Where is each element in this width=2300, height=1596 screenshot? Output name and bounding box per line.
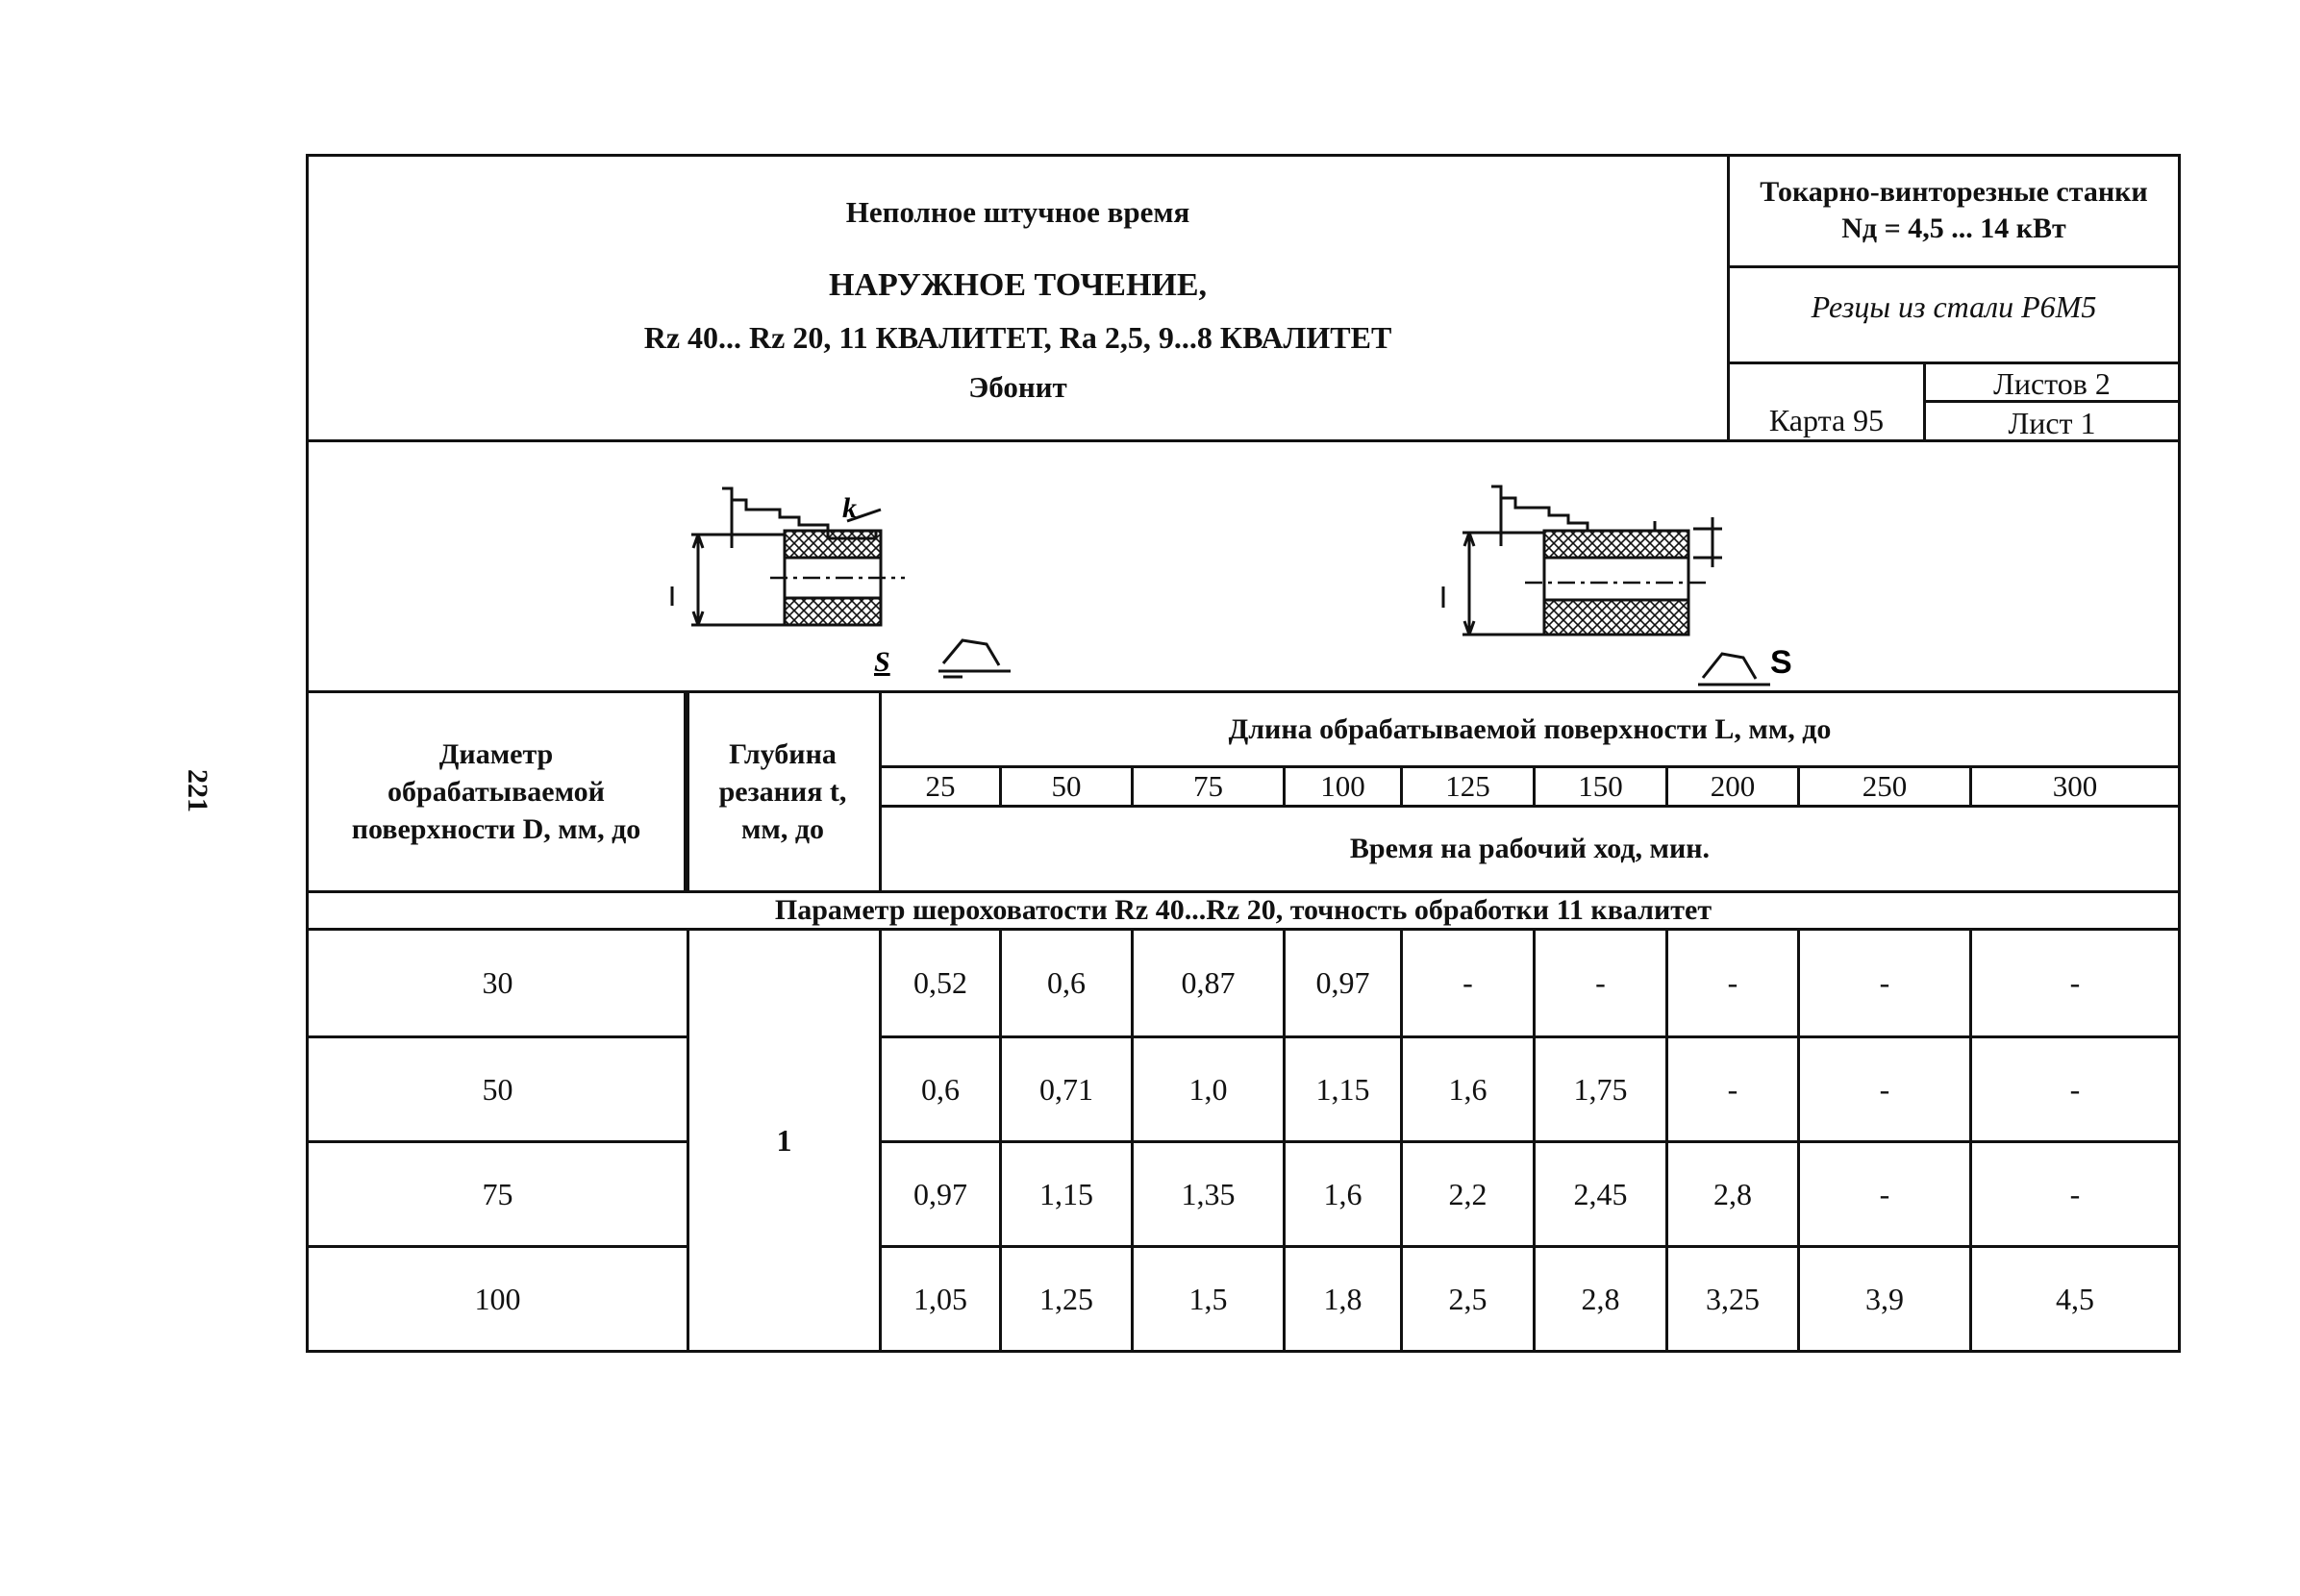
sheet-current-block bbox=[1926, 403, 2178, 442]
length-value-cell: 75 bbox=[1131, 768, 1283, 808]
table-cell: 0,97 bbox=[882, 1140, 999, 1245]
table-cell: 2,45 bbox=[1533, 1140, 1665, 1245]
sketch-area bbox=[309, 442, 2178, 693]
length-value-cell: 250 bbox=[1797, 768, 1969, 808]
sheets-total-block bbox=[1926, 364, 2178, 403]
table-cell: - bbox=[1969, 931, 2178, 1035]
sketch-right bbox=[1443, 486, 1770, 685]
header-title-block bbox=[309, 157, 1730, 442]
table-cell: 0,71 bbox=[999, 1035, 1131, 1140]
table-cell: 0,87 bbox=[1131, 931, 1283, 1035]
sheet-current: Лист 1 bbox=[2008, 406, 2096, 440]
table-cell: 2,8 bbox=[1665, 1140, 1797, 1245]
time-label: Время на рабочий ход, мин. bbox=[1349, 833, 1711, 864]
machine-type: Токарно-винторезные станки bbox=[1760, 176, 2148, 208]
table-cell: 1,15 bbox=[999, 1140, 1131, 1245]
table-cell: 1,0 bbox=[1131, 1035, 1283, 1140]
length-value-cell: 100 bbox=[1283, 768, 1400, 808]
table-cell: 2,2 bbox=[1400, 1140, 1533, 1245]
length-value-cell: 50 bbox=[999, 768, 1131, 808]
sketch-left-label-s: S bbox=[874, 646, 890, 678]
length-value-cell: 125 bbox=[1400, 768, 1533, 808]
table-cell: - bbox=[1969, 1035, 2178, 1140]
table-cell: 0,6 bbox=[999, 931, 1131, 1035]
header-subtitle: Неполное штучное время bbox=[845, 195, 1190, 229]
table-row-diameter: 50 bbox=[309, 1035, 687, 1140]
table-cell: - bbox=[1665, 931, 1797, 1035]
table-cell: 3,9 bbox=[1797, 1245, 1969, 1350]
table-cell: - bbox=[1665, 1035, 1797, 1140]
table-row-diameter: 100 bbox=[309, 1245, 687, 1350]
length-value-cell: 25 bbox=[882, 768, 999, 808]
table-cell: - bbox=[1533, 931, 1665, 1035]
table-row-diameter: 75 bbox=[309, 1140, 687, 1245]
table-cell: - bbox=[1797, 1035, 1969, 1140]
tool-material: Резцы из стали Р6М5 bbox=[1811, 289, 2097, 324]
table-cell: 1,35 bbox=[1131, 1140, 1283, 1245]
length-value-cell: 200 bbox=[1665, 768, 1797, 808]
sketch-right-label-s: S bbox=[1770, 644, 1792, 681]
header-spec-line: Rz 40... Rz 20, 11 КВАЛИТЕТ, Ra 2,5, 9...8 КВАЛИТЕТ bbox=[643, 320, 1392, 355]
card-number-block bbox=[1730, 364, 1926, 442]
table-row-diameter: 30 bbox=[482, 965, 513, 1000]
table-cell: 2,5 bbox=[1400, 1245, 1533, 1350]
table-cell: 1,05 bbox=[882, 1245, 999, 1350]
table-cell: 1,6 bbox=[1283, 1140, 1400, 1245]
sheets-total: Листов 2 bbox=[1993, 366, 2111, 401]
table-cell: 1,15 bbox=[1283, 1035, 1400, 1140]
table-cell: - bbox=[1797, 931, 1969, 1035]
table-cell: 4,5 bbox=[1969, 1245, 2178, 1350]
header-material: Эбонит bbox=[968, 370, 1067, 404]
sketch-left-label-k: k bbox=[842, 492, 857, 524]
table-cell: 0,52 bbox=[913, 965, 967, 1000]
table-cell: - bbox=[1969, 1140, 2178, 1245]
col-header-length: Длина обрабатываемой поверхности L, мм, до bbox=[882, 693, 2178, 768]
length-value-cell: 150 bbox=[1533, 768, 1665, 808]
header-machine-block bbox=[1730, 157, 2178, 268]
table-cell: - bbox=[1797, 1140, 1969, 1245]
table-cell: 3,25 bbox=[1665, 1245, 1797, 1350]
header-title: НАРУЖНОЕ ТОЧЕНИЕ, bbox=[828, 267, 1208, 303]
table-cell: 1,5 bbox=[1131, 1245, 1283, 1350]
turning-sketches bbox=[309, 442, 2178, 690]
table-cell: 2,8 bbox=[1533, 1245, 1665, 1350]
table-cell: 1,6 bbox=[1400, 1035, 1533, 1140]
table-cell: 0,6 bbox=[882, 1035, 999, 1140]
length-value-cell: 300 bbox=[1969, 768, 2178, 808]
table-cell: 1,25 bbox=[999, 1245, 1131, 1350]
norm-card bbox=[306, 154, 2181, 1353]
table-cell: 1,75 bbox=[1533, 1035, 1665, 1140]
col-header-diameter: Диаметр обрабатываемой поверхности D, мм, до bbox=[309, 693, 687, 890]
table-cell: 1,8 bbox=[1283, 1245, 1400, 1350]
card-number: Карта 95 bbox=[1768, 403, 1885, 437]
machine-power: Nд = 4,5 ... 14 кВт bbox=[1841, 212, 2066, 244]
depth-value-cell: 1 bbox=[687, 931, 882, 1350]
table-cell: 0,97 bbox=[1283, 931, 1400, 1035]
col-header-depth: Глубина резания t, мм, до bbox=[687, 693, 882, 890]
column-divider bbox=[687, 693, 689, 890]
header-tool-block bbox=[1730, 268, 2178, 364]
sketch-left bbox=[672, 488, 1011, 677]
table-cell: - bbox=[1400, 931, 1533, 1035]
page-number: 221 bbox=[182, 769, 213, 812]
section-title: Параметр шероховатости Rz 40...Rz 20, точность обработки 11 квалитет bbox=[309, 890, 2178, 931]
